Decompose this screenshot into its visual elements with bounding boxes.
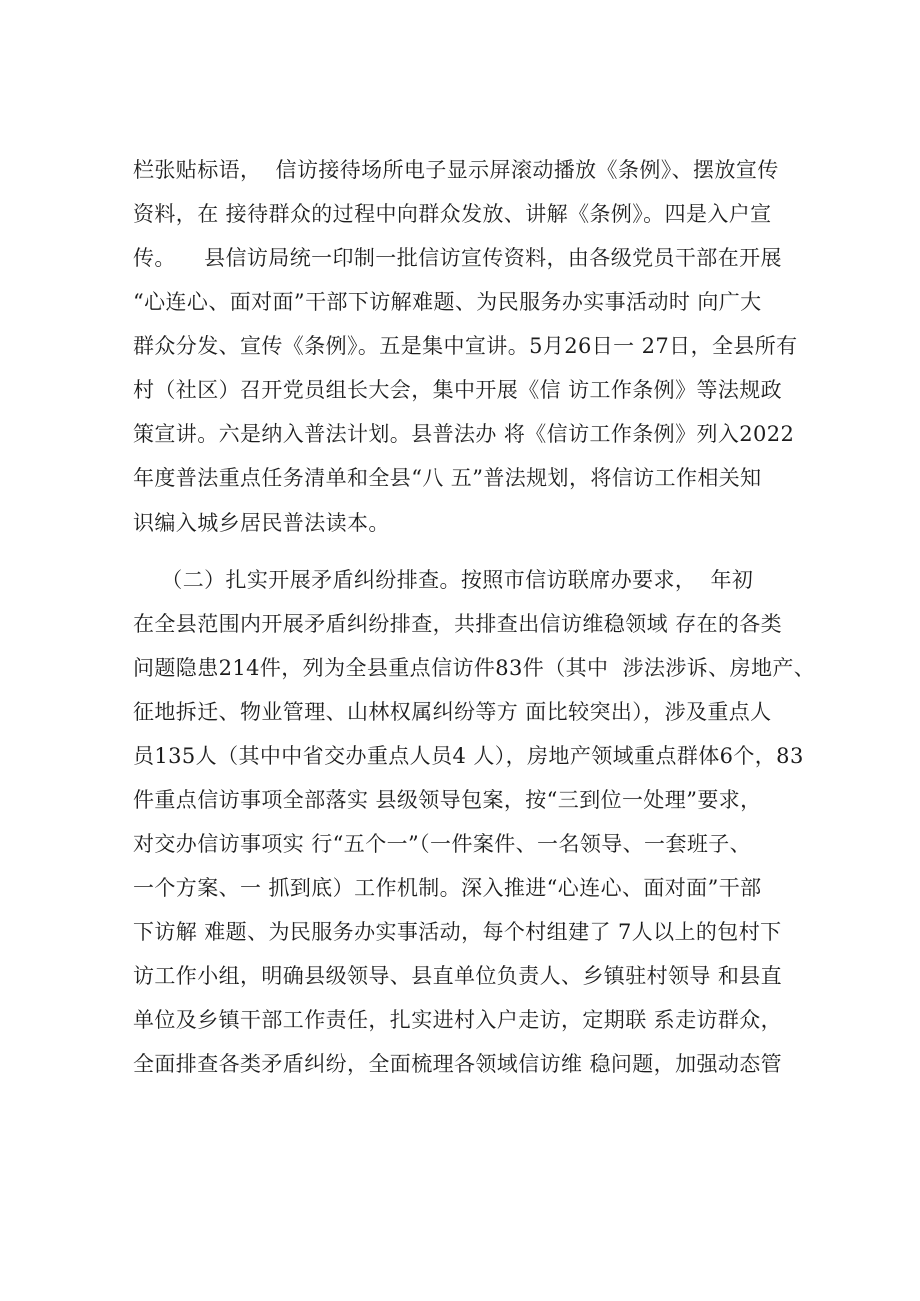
text-line: 资料，在 接待群众的过程中向群众发放、讲解《条例》。四是入户宣 <box>133 202 772 226</box>
text-line: 栏张贴标语， 信访接待场所电子显示屏滚动播放《条例》、摆放宣传 <box>133 158 779 182</box>
text-line: 问题隐患214件，列为全县重点信访件83件（其中 涉法涉诉、房地产、 <box>133 656 816 680</box>
text-line: 征地拆迁、物业管理、山林权属纠纷等方 面比较突出），涉及重点人 <box>133 700 772 724</box>
text-line: 单位及乡镇干部工作责任，扎实进村入户走访，定期联 系走访群众， <box>133 1008 783 1032</box>
text-line: 一个方案、一 抓到底）工作机制。深入推进“心连心、面对面”干部 <box>133 876 762 900</box>
text-line: 访工作小组，明确县级领导、县直单位负责人、乡镇驻村领导 和县直 <box>133 964 783 988</box>
text-line: （二）扎实开展矛盾纠纷排查。按照市信访联席办要求， 年初 <box>133 568 754 592</box>
text-line: 村（社区）召开党员组长大会，集中开展《信 访工作条例》等法规政 <box>133 378 783 402</box>
text-line: 员135人（其中中省交办重点人员4 人），房地产领域重点群体6个，83 <box>133 744 804 768</box>
text-line: 传。 县信访局统一印制一批信访宣传资料，由各级党员干部在开展 <box>133 246 782 270</box>
text-line: 对交办信访事项实 行“五个一”（一件案件、一名领导、一套班子、 <box>133 832 752 856</box>
text-line: 群众分发、宣传《条例》。五是集中宣讲。5月26日一 27日，全县所有 <box>133 334 798 358</box>
text-line: 识编入城乡居民普法读本。 <box>133 511 390 535</box>
text-line: 策宣讲。六是纳入普法计划。县普法办 将《信访工作条例》列入2022 <box>133 422 795 446</box>
text-line: 在全县范围内开展矛盾纠纷排查，共排查出信访维稳领域 存在的各类 <box>133 612 783 636</box>
text-line: 全面排查各类矛盾纠纷，全面梳理各领域信访维 稳问题，加强动态管 <box>133 1052 783 1076</box>
text-line: 件重点信访事项全部落实 县级领导包案，按“三到位一处理”要求， <box>133 788 762 812</box>
text-line: “心连心、面对面”干部下访解难题、为民服务办实事活动时 向广大 <box>133 290 762 314</box>
text-line: 下访解 难题、为民服务办实事活动，每个村组建了 7人以上的包村下 <box>133 920 782 944</box>
text-line: 年度普法重点任务清单和全县“八 五”普法规划，将信访工作相关知 <box>133 466 762 490</box>
